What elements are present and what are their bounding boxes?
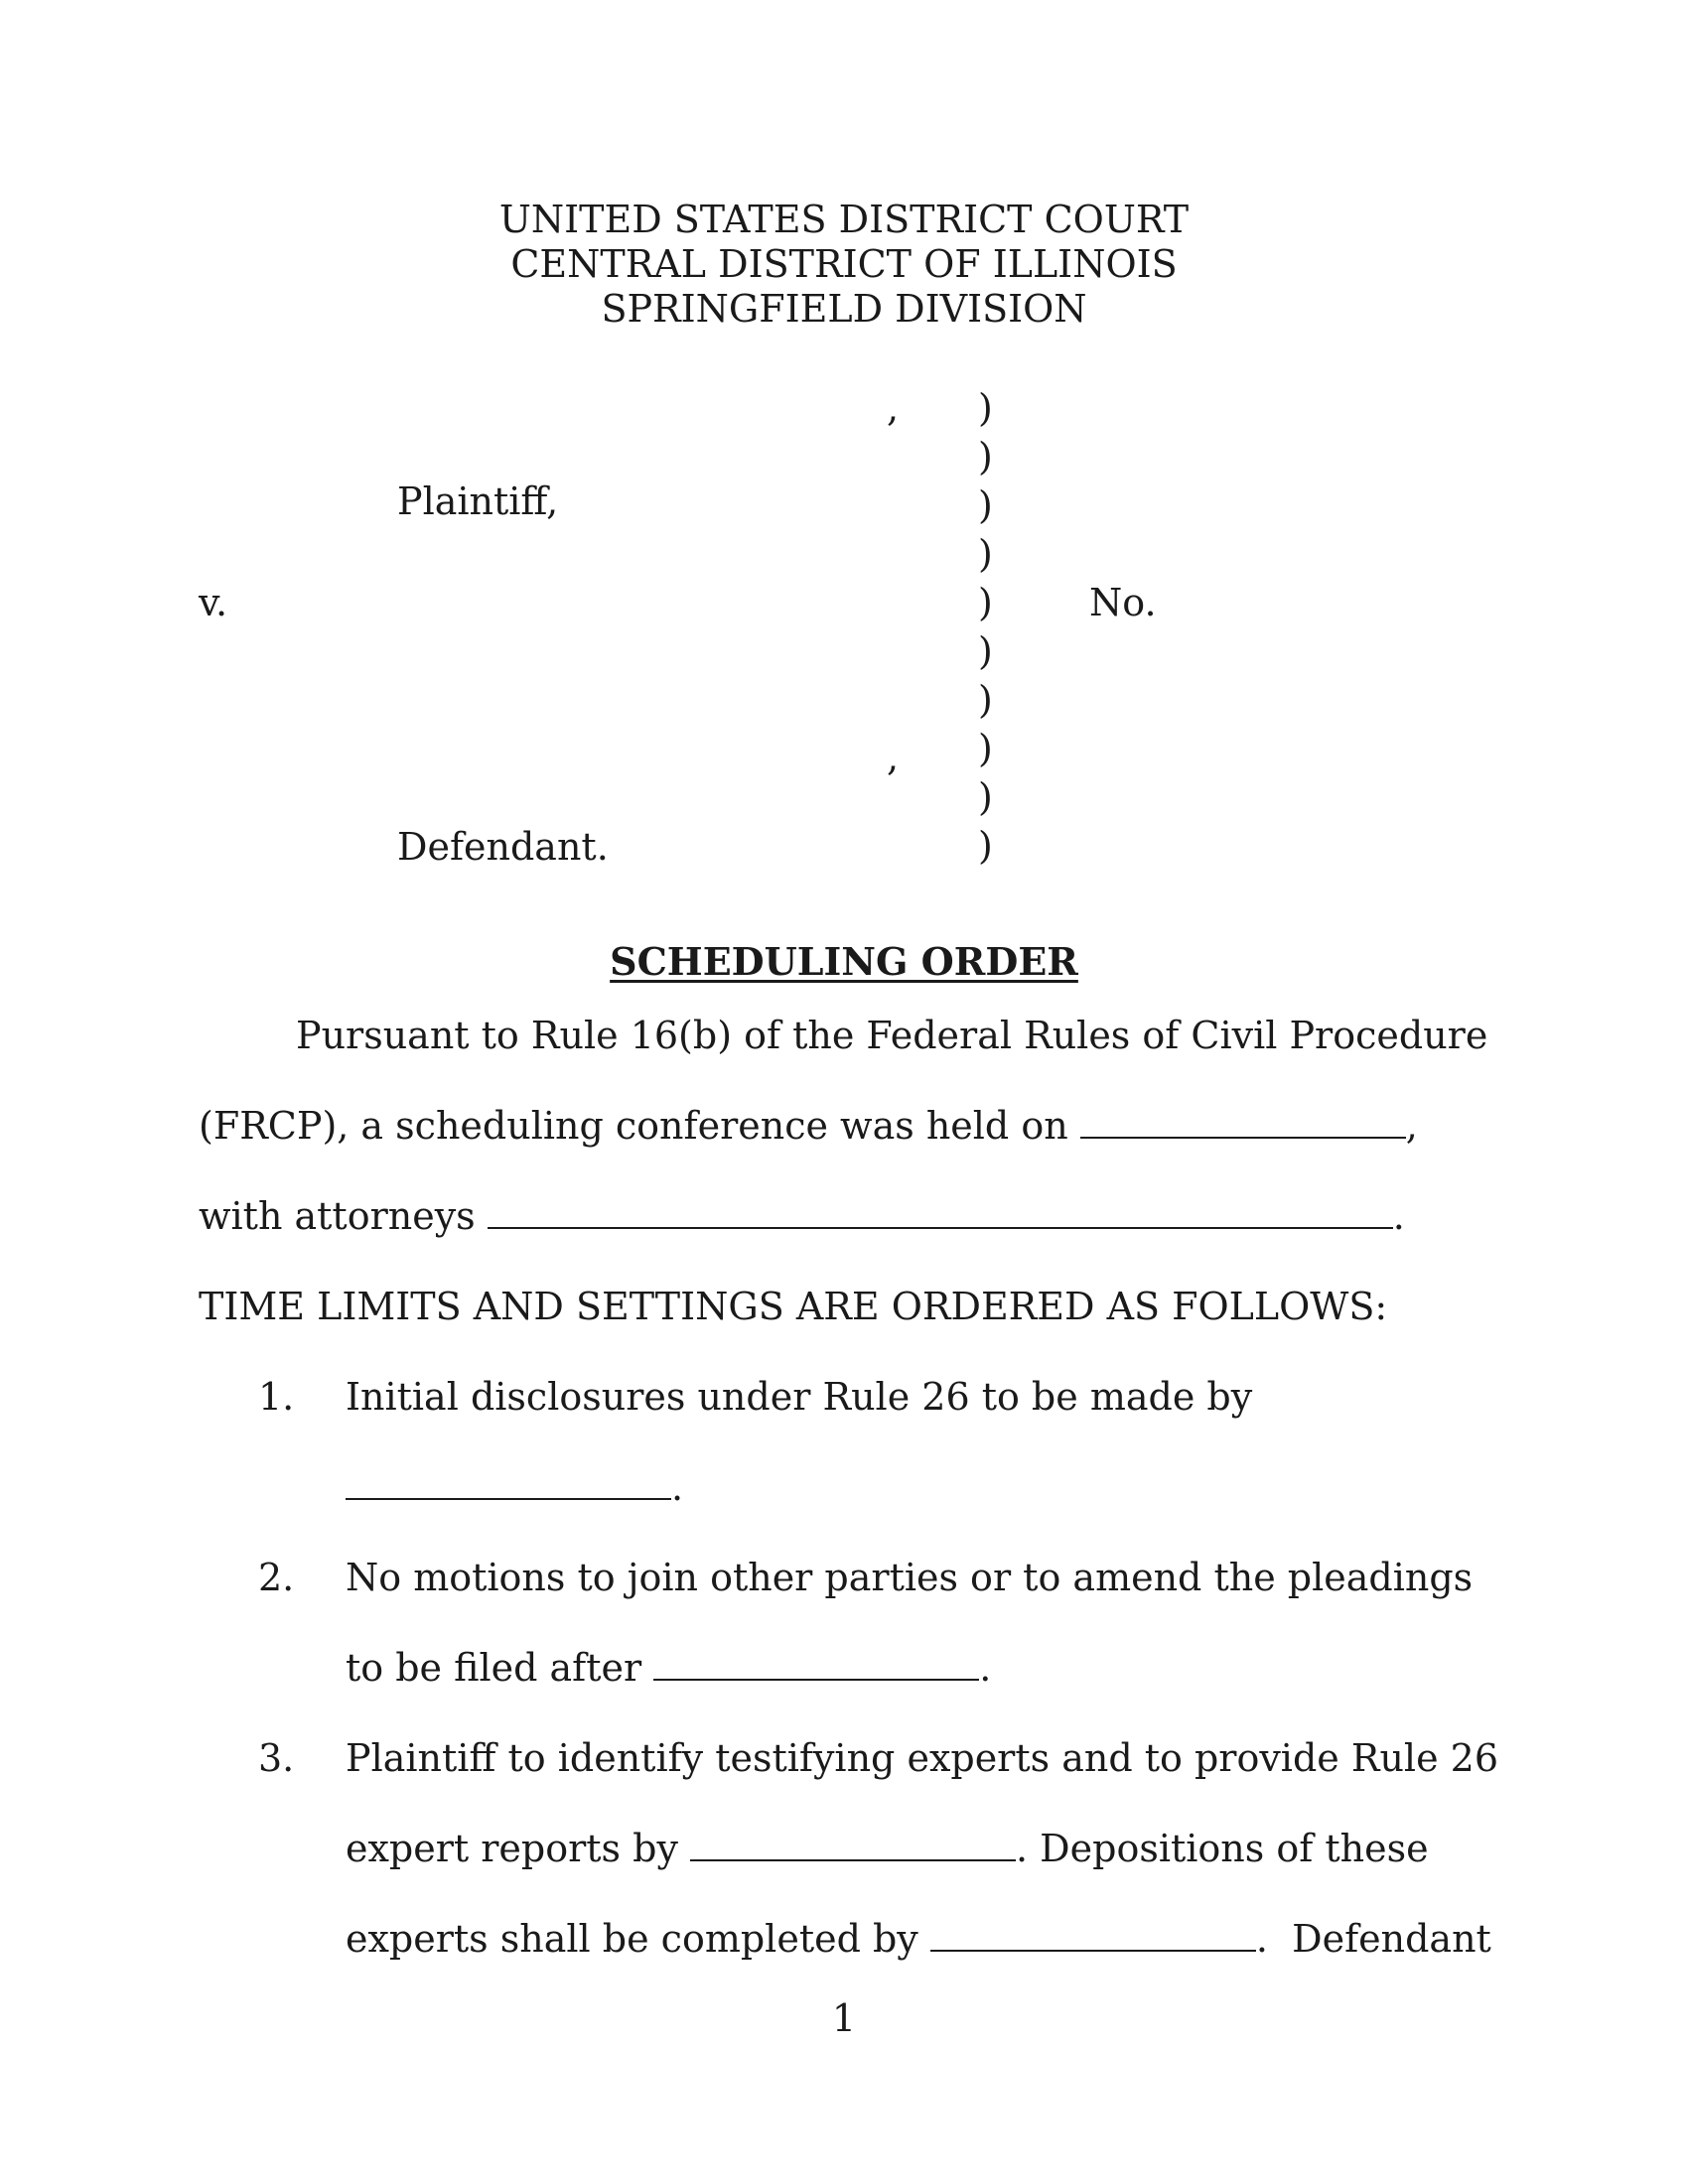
caption-paren: ) [978, 727, 993, 770]
joinder-deadline-blank[interactable] [653, 1649, 979, 1681]
caption-paren: ) [978, 435, 993, 478]
caption-paren: ) [978, 775, 993, 819]
caption-paren: ) [978, 386, 993, 430]
page-number: 1 [831, 1996, 857, 2040]
caption-paren: ) [978, 824, 993, 868]
caption-paren: ) [978, 678, 993, 722]
item-text: No motions to join other parties or to amend the pleadings [346, 1556, 1474, 1599]
item-number: 1. [258, 1375, 295, 1419]
paragraph-line [199, 1103, 1418, 1149]
section-heading: TIME LIMITS AND SETTINGS ARE ORDERED AS FOLLOWS: [199, 1285, 1388, 1328]
paragraph-line [199, 1193, 1405, 1239]
plaintiff-label: Plaintiff, [397, 479, 559, 523]
item-number: 2. [258, 1556, 295, 1599]
punctuation: . [671, 1465, 684, 1509]
conference-date-blank[interactable] [1080, 1107, 1406, 1139]
item-text: Plaintiff to identify testifying experts and to provide Rule 26 [346, 1736, 1499, 1780]
item-text [346, 1826, 1429, 1871]
item-text-part: experts shall be completed by [346, 1917, 918, 1961]
punctuation: . [1392, 1194, 1405, 1238]
document-title: SCHEDULING ORDER [610, 939, 1078, 984]
item-text-part: . Depositions of these [1016, 1827, 1429, 1870]
attorneys-blank[interactable] [488, 1197, 1393, 1229]
item-text [346, 1916, 1491, 1962]
punctuation: . [979, 1646, 992, 1690]
item-text-part: to be filed after [346, 1646, 642, 1690]
versus-label: v. [199, 581, 228, 624]
caption-paren: ) [978, 581, 993, 624]
punctuation: , [1405, 1104, 1418, 1148]
disclosure-date-blank[interactable] [346, 1468, 671, 1500]
paragraph-line: Pursuant to Rule 16(b) of the Federal Rules of Civil Procedure [296, 1014, 1488, 1057]
item-text-part: . Defendant [1255, 1917, 1491, 1961]
defendant-name-comma: , [887, 736, 900, 779]
paragraph-text: with attorneys [199, 1194, 476, 1238]
item-text [346, 1645, 991, 1691]
caption-paren: ) [978, 629, 993, 673]
caption-paren: ) [978, 532, 993, 576]
caption-paren: ) [978, 483, 993, 527]
item-text [346, 1464, 683, 1510]
defendant-label: Defendant. [397, 825, 609, 869]
expert-report-date-blank[interactable] [690, 1830, 1016, 1861]
item-text-part: expert reports by [346, 1827, 678, 1870]
expert-deposition-date-blank[interactable] [930, 1920, 1256, 1952]
court-division: SPRINGFIELD DIVISION [601, 287, 1087, 331]
court-name: UNITED STATES DISTRICT COURT [498, 198, 1190, 241]
court-district: CENTRAL DISTRICT OF ILLINOIS [510, 242, 1178, 286]
paragraph-text: (FRCP), a scheduling conference was held on [199, 1104, 1068, 1148]
plaintiff-name-comma: , [887, 386, 900, 430]
item-number: 3. [258, 1736, 295, 1780]
item-text: Initial disclosures under Rule 26 to be made by [346, 1375, 1253, 1419]
case-number-label: No. [1089, 581, 1157, 624]
